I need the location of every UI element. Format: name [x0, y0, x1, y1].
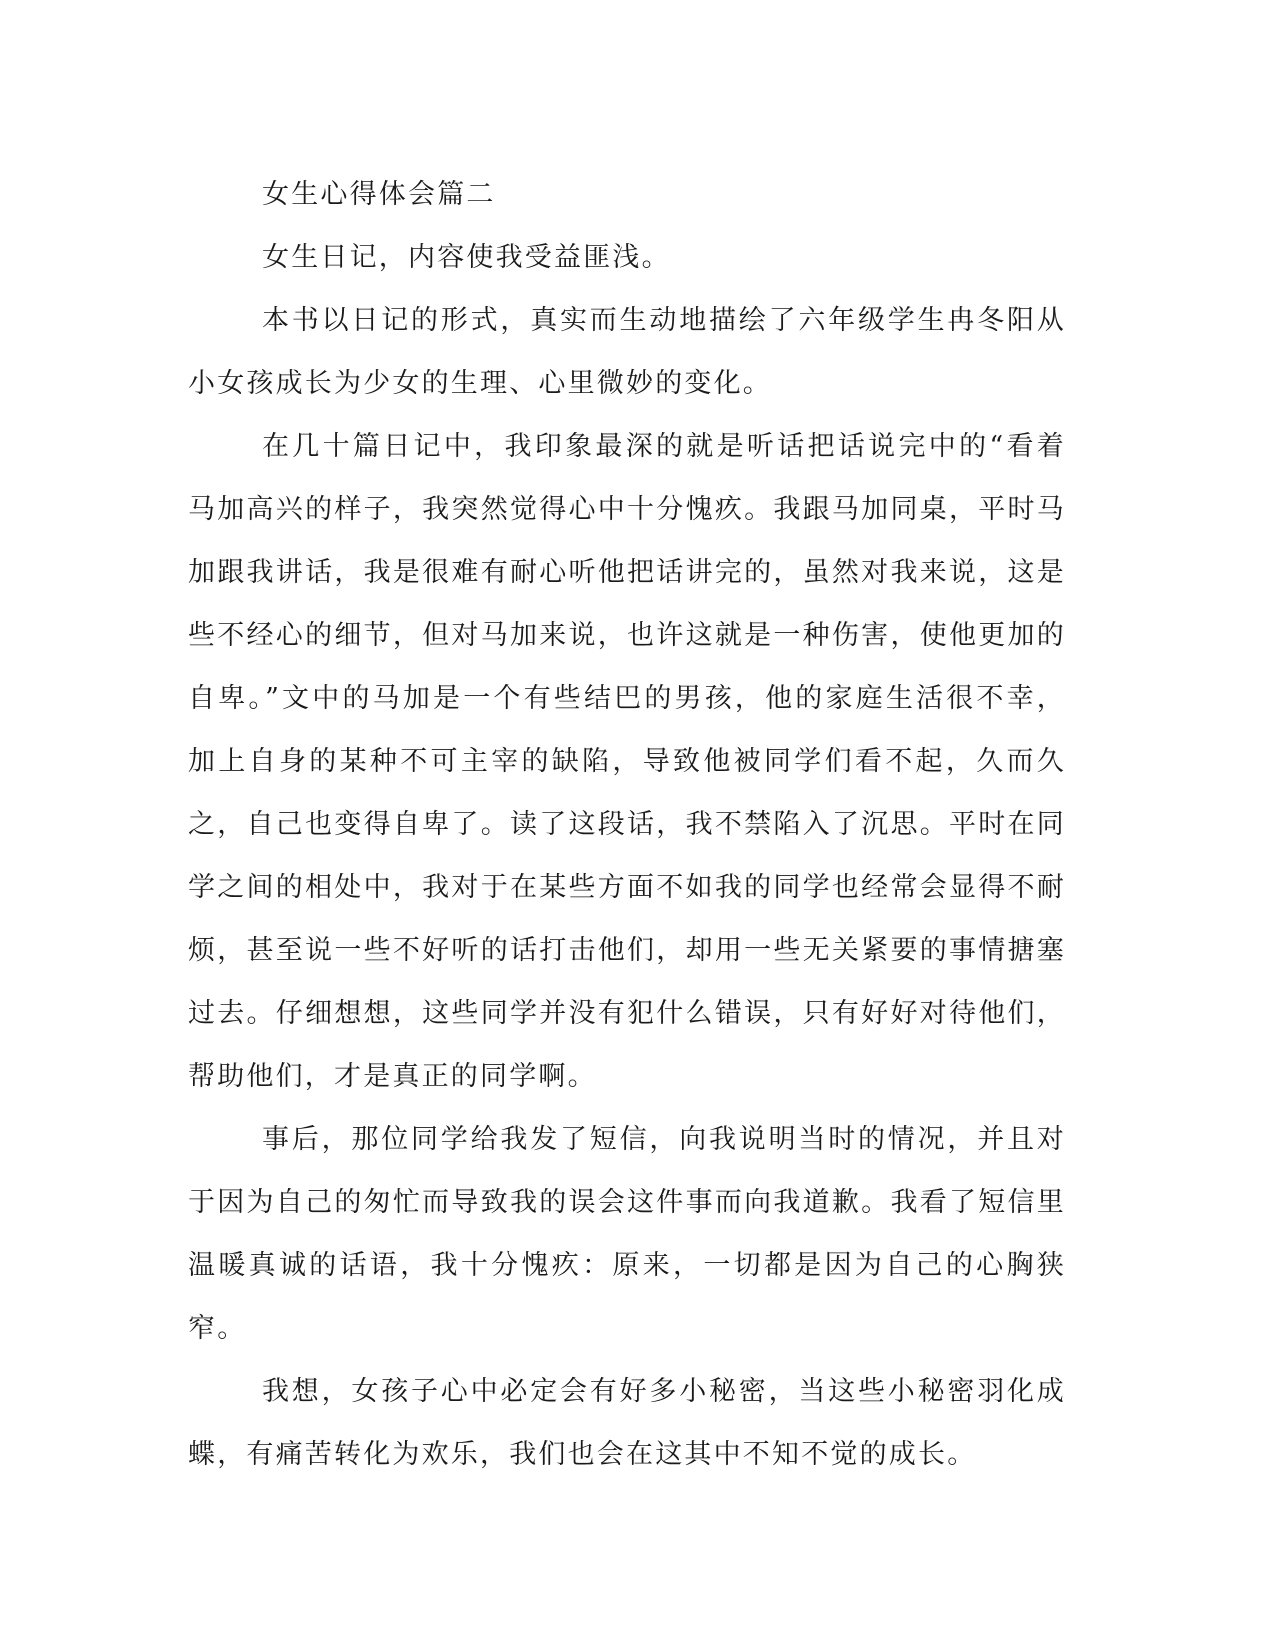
paragraph-4: 事后，那位同学给我发了短信，向我说明当时的情况，并且对于因为自己的匆忙而导致我的误会这件事而向我道歉。我看了短信里温暖真诚的话语，我十分愧疚：原来，一切都是因为自己的心胸狭窄。 [188, 1124, 1066, 1344]
paragraph-5: 我想，女孩子心中必定会有好多小秘密，当这些小秘密羽化成蝶，有痛苦转化为欢乐，我们也会在这其中不知不觉的成长。 [188, 1376, 1066, 1470]
document-title: 女生心得体会篇二 [262, 179, 496, 210]
paragraph-3: 在几十篇日记中，我印象最深的就是听话把话说完中的“看着马加高兴的样子，我突然觉得心中十分愧疚。我跟马加同桌，平时马加跟我讲话，我是很难有耐心听他把话讲完的，虽然对我来说，这是些不经心的细节，但对马加来说，也许这就是一种伤害，使他更加的自卑。”文中的马加是一个有些结巴的男孩，他的家庭生活很不幸，加上自身的某种不可主宰的缺陷，导致他被同学们看不起，久而久之，自己也变得自卑了。读了这段话，我不禁陷入了沉思。平时在同学之间的相处中，我对于在某些方面不如我的同学也经常会显得不耐烦，甚至说一些不好听的话打击他们，却用一些无关紧要的事情搪塞过去。仔细想想，这些同学并没有犯什么错误，只有好好对待他们，帮助他们，才是真正的同学啊。 [188, 431, 1066, 1092]
document-body [188, 163, 1066, 1486]
paragraph-1: 女生日记，内容使我受益匪浅。 [262, 242, 671, 273]
paragraph-2: 本书以日记的形式，真实而生动地描绘了六年级学生冉冬阳从小女孩成长为少女的生理、心里微妙的变化。 [188, 305, 1066, 399]
